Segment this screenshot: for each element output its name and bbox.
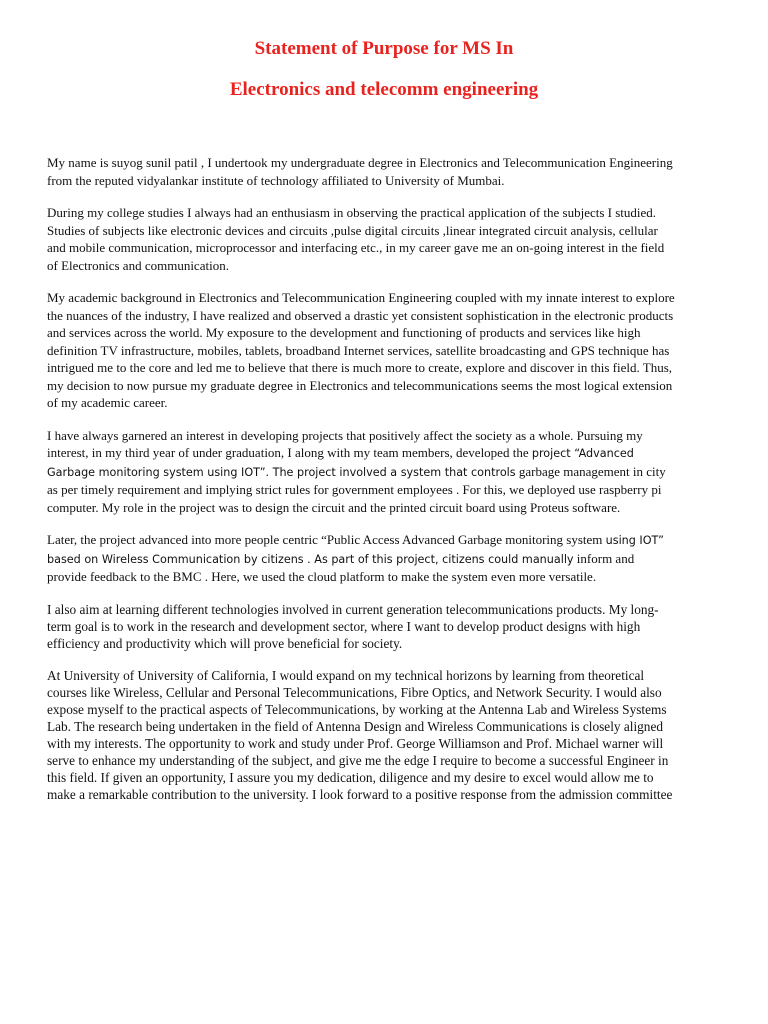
paragraph-university: At University of University of California, I would expand on my technical horizons by learning from theoretical courses like Wireless, Cellular and Personal Telecommunications, Fibre Optics, and Network Security. I would also expose myself to the practical aspects of Telecommunications, by working at the Antenna Lab and Wireless Systems Lab. The research being undertaken in the field of Antenna Design and Wireless Communications is closely aligned with my interests. The opportunity to work and study under Prof. George Williamson and Prof. Michael warner will serve to enhance my understanding of the subject, and give me the edge I require to become a successful Engineer in this field. If given an opportunity, I assure you my dedication, diligence and my desire to excel would allow me to make a remarkable contribution to the university. I look forward to a positive response from the admission committee — [47, 667, 673, 802]
paragraph-introduction: My name is suyog sunil patil , I undertook my undergraduate degree in Electronics and Telecommunication Engineering from the reputed vidyalankar institute of technology affiliated to University of Mumbai. — [47, 155, 673, 188]
paragraph-projects-part2: project “Advanced Garbage monitoring system using IOT”. The project involved a system that controls — [47, 447, 634, 479]
paragraph-project-extension-part2: using IOT” based on Wireless Communication by citizens . As part of this project, citizens could manually — [47, 534, 664, 566]
document-title: Statement of Purpose for MS In — [254, 38, 514, 59]
paragraph-projects-part3: garbage management in city as per timely requirement and implying strict rules for government employees . For this, we deployed use raspberry pi computer. My role in the project was to design the circuit and the printed circuit board using Proteus software. — [47, 463, 666, 515]
paragraph-academic-background: My academic background in Electronics and Telecommunication Engineering coupled with my innate interest to explore the nuances of the industry, I have realized and observed a drastic yet consistent sophistication in the electronic products and services across the world. My exposure to the development and functioning of products and services like high definition TV infrastructure, mobiles, tablets, broadband Internet services, satellite broadcasting and GPS technique has intrigued me to the core and led me to believe that there is much more to create, explore and discover in this field. Thus, my decision to now pursue my graduate degree in Electronics and telecommunications seems the most logical extension of my academic career. — [47, 290, 675, 410]
paragraph-project-extension-part1: Later, the project advanced into more people centric “Public Access Advanced Garbage monitoring system — [47, 532, 606, 547]
paragraph-college-studies: During my college studies I always had an enthusiasm in observing the practical application of the subjects I studied. Studies of subjects like electronic devices and circuits ,pulse digital circuits ,linear integrated circuit analysis, cellular and mobile communication, microprocessor and interfacing etc., in my career gave me an on-going interest in the field of Electronics and communication. — [47, 205, 665, 273]
document-subtitle: Electronics and telecomm engineering — [229, 79, 539, 100]
paragraph-projects — [47, 427, 677, 517]
paragraph-projects-part1: I have always garnered an interest in developing projects that positively affect the society as a whole. Pursuing my interest, in my third year of under graduation, I along with my team members, developed the — [47, 427, 643, 460]
paragraph-project-extension-part3: inform and provide feedback to the BMC . Here, we used the cloud platform to make the system even more versatile. — [47, 550, 635, 584]
document-body — [47, 154, 677, 818]
paragraph-goals: I also aim at learning different technologies involved in current generation telecommunications products. My long-term goal is to work in the research and development sector, where I want to develop product designs with high efficiency and productivity which will prove beneficial for society. — [47, 601, 659, 651]
paragraph-project-extension — [47, 531, 677, 586]
